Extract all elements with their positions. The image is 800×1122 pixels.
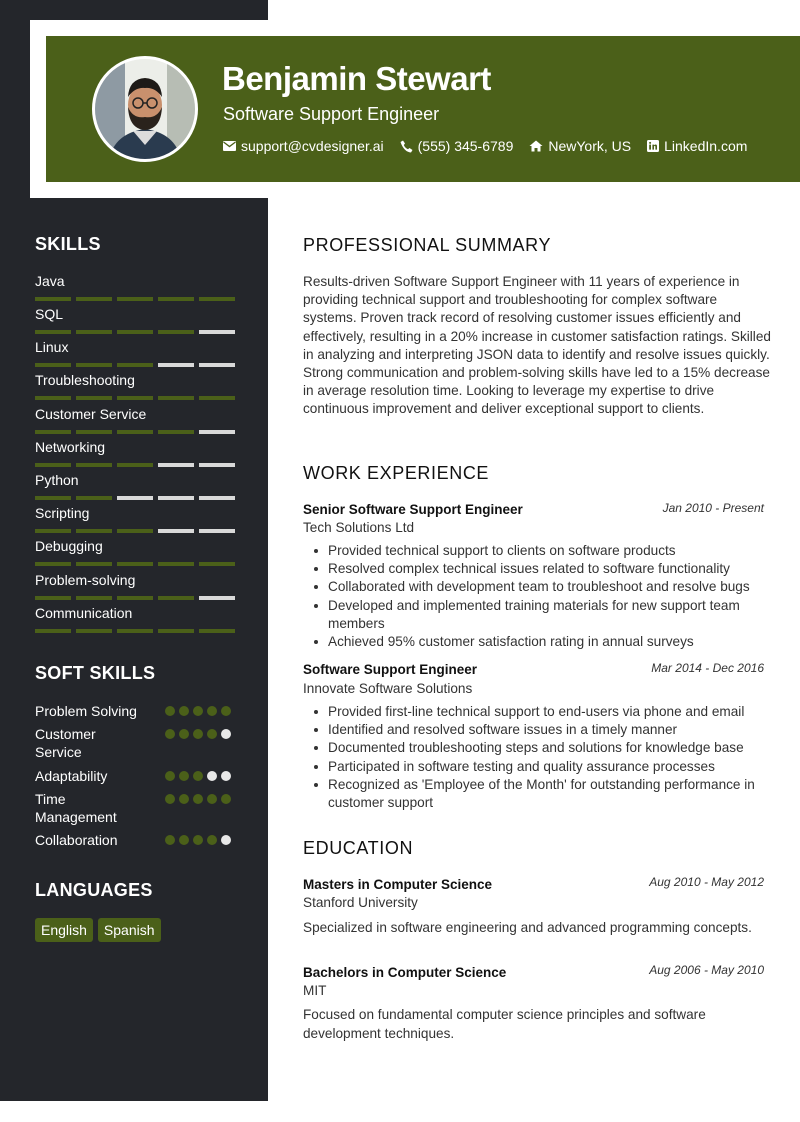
skill-level-segment — [117, 463, 153, 467]
skill-level-segment — [76, 430, 112, 434]
phone-icon — [400, 140, 413, 153]
rating-dot — [207, 794, 217, 804]
skill-level-segment — [35, 596, 71, 600]
soft-skill-item — [35, 767, 235, 785]
rating-dot — [179, 794, 189, 804]
job-bullet: Resolved complex technical issues related to software functionality — [310, 560, 770, 578]
skill-level-segment — [76, 629, 112, 633]
job-bullet: Participated in software testing and quality assurance processes — [310, 758, 770, 776]
skill-item — [35, 439, 235, 456]
rating-dot — [179, 771, 189, 781]
skill-level-segment — [158, 396, 194, 400]
skill-level-segment — [199, 596, 235, 600]
rating-dot — [165, 771, 175, 781]
soft-skill-rating — [165, 835, 231, 845]
skill-level-segment — [76, 330, 112, 334]
skill-name: Debugging — [35, 538, 103, 554]
soft-skill-item — [35, 725, 235, 761]
skill-item — [35, 406, 235, 423]
job-bullet: Recognized as 'Employee of the Month' for outstanding performance in customer support — [310, 776, 770, 812]
skill-level-segment — [158, 430, 194, 434]
degree-title: Bachelors in Computer Science — [303, 965, 507, 980]
skill-level-segment — [117, 529, 153, 533]
job-bullets — [310, 542, 770, 651]
rating-dot — [221, 771, 231, 781]
skill-level-segment — [35, 529, 71, 533]
job-bullet: Documented troubleshooting steps and solutions for knowledge base — [310, 739, 770, 757]
skill-level-bar — [35, 562, 235, 566]
contact-linkedin[interactable] — [647, 138, 747, 154]
degree-date: Aug 2006 - May 2010 — [649, 963, 764, 977]
skill-item — [35, 372, 235, 389]
school-name: MIT — [303, 983, 327, 998]
candidate-title: Software Support Engineer — [223, 104, 440, 124]
job-date: Jan 2010 - Present — [662, 501, 764, 515]
skill-level-segment — [158, 629, 194, 633]
skill-level-segment — [158, 596, 194, 600]
skill-level-segment — [35, 629, 71, 633]
contact-location-text: NewYork, US — [548, 138, 632, 154]
skill-level-segment — [35, 363, 71, 367]
candidate-name: Benjamin Stewart — [222, 60, 491, 97]
soft-skill-name: Time Management — [35, 791, 117, 825]
language-tag: English — [35, 918, 93, 942]
rating-dot — [165, 706, 175, 716]
soft-skill-name: Adaptability — [35, 768, 108, 784]
job-bullet: Collaborated with development team to troubleshoot and resolve bugs — [310, 578, 770, 596]
job-bullet: Provided technical support to clients on software products — [310, 542, 770, 560]
skill-level-segment — [158, 529, 194, 533]
skill-level-segment — [117, 430, 153, 434]
rating-dot — [221, 729, 231, 739]
skill-item — [35, 273, 235, 290]
skill-level-segment — [158, 562, 194, 566]
skill-level-segment — [35, 330, 71, 334]
skill-level-segment — [199, 629, 235, 633]
skill-level-segment — [117, 596, 153, 600]
rating-dot — [207, 729, 217, 739]
skill-level-bar — [35, 496, 235, 500]
skill-level-segment — [35, 496, 71, 500]
contact-phone[interactable] — [400, 138, 514, 154]
summary-heading: PROFESSIONAL SUMMARY — [303, 235, 552, 255]
degree-description: Focused on fundamental computer science principles and software development techniques. — [303, 1007, 706, 1041]
rating-dot — [165, 729, 175, 739]
job-company: Innovate Software Solutions — [303, 681, 473, 696]
contact-email-text: support@cvdesigner.ai — [241, 138, 384, 154]
skill-level-segment — [76, 363, 112, 367]
skill-level-bar — [35, 297, 235, 301]
rating-dot — [221, 706, 231, 716]
skill-item — [35, 472, 235, 489]
rating-dot — [221, 835, 231, 845]
soft-skill-name: Problem Solving — [35, 703, 137, 719]
soft-skill-rating — [165, 706, 231, 716]
avatar — [92, 56, 198, 162]
soft-skill-rating — [165, 794, 231, 804]
skill-level-segment — [117, 330, 153, 334]
degree-date: Aug 2010 - May 2012 — [649, 875, 764, 889]
skill-level-bar — [35, 330, 235, 334]
skill-level-segment — [35, 430, 71, 434]
rating-dot — [179, 706, 189, 716]
job-bullet: Identified and resolved software issues in a timely manner — [310, 721, 770, 739]
contact-phone-text: (555) 345-6789 — [417, 138, 514, 154]
skill-item — [35, 505, 235, 522]
avatar-portrait — [95, 59, 195, 159]
skill-item — [35, 605, 235, 622]
skill-name: SQL — [35, 306, 64, 322]
skill-level-segment — [76, 596, 112, 600]
skill-name: Troubleshooting — [35, 372, 135, 388]
skill-level-bar — [35, 596, 235, 600]
skill-level-segment — [199, 330, 235, 334]
degree-title: Masters in Computer Science — [303, 877, 493, 892]
skill-level-segment — [158, 496, 194, 500]
skill-level-segment — [199, 363, 235, 367]
skill-level-segment — [76, 496, 112, 500]
skill-name: Linux — [35, 339, 69, 355]
soft-skill-rating — [165, 729, 231, 739]
skill-level-segment — [76, 396, 112, 400]
soft-skills-heading: SOFT SKILLS — [35, 663, 156, 683]
job-title: Software Support Engineer — [303, 662, 478, 677]
rating-dot — [193, 729, 203, 739]
soft-skill-item — [35, 831, 235, 849]
skill-item — [35, 538, 235, 555]
skill-item — [35, 572, 235, 589]
skill-level-segment — [35, 396, 71, 400]
skill-level-bar — [35, 396, 235, 400]
job-date: Mar 2014 - Dec 2016 — [651, 661, 764, 675]
skill-item — [35, 339, 235, 356]
skill-level-bar — [35, 430, 235, 434]
skill-level-segment — [76, 562, 112, 566]
soft-skill-name: Customer Service — [35, 726, 96, 760]
skill-level-segment — [158, 330, 194, 334]
linkedin-icon — [647, 140, 659, 152]
skill-level-bar — [35, 629, 235, 633]
contact-list — [223, 138, 747, 154]
summary-text: Results-driven Software Support Engineer with 11 years of experience in providing technical support and troubleshooting for complex software systems. Proven track record of resolving customer issues efficiently and effectively, resulting in a 20% increase in customer satisfaction ratings. Skilled in analyzing and interpreting JSON data to identify and resolve issues quickly. Strong communication and problem-solving skills have led to a 15% decrease in average resolution time. Looking to leverage my expertise to drive continuous improvement and deliver exceptional support to clients. — [303, 274, 771, 417]
experience-heading: WORK EXPERIENCE — [303, 463, 490, 483]
skill-name: Scripting — [35, 505, 90, 521]
skill-level-bar — [35, 529, 235, 533]
job-bullet: Achieved 95% customer satisfaction rating in annual surveys — [310, 633, 770, 651]
skill-level-segment — [35, 297, 71, 301]
skill-level-segment — [117, 396, 153, 400]
language-tag: Spanish — [98, 918, 161, 942]
skill-level-segment — [199, 396, 235, 400]
skill-level-segment — [158, 463, 194, 467]
skill-level-segment — [199, 297, 235, 301]
soft-skill-rating — [165, 771, 231, 781]
job-bullet: Developed and implemented training materials for new support team members — [310, 597, 770, 633]
skill-level-segment — [199, 463, 235, 467]
skill-level-segment — [199, 562, 235, 566]
rating-dot — [179, 835, 189, 845]
skill-item — [35, 306, 235, 323]
job-company: Tech Solutions Ltd — [303, 520, 415, 535]
rating-dot — [193, 794, 203, 804]
rating-dot — [193, 706, 203, 716]
job-title: Senior Software Support Engineer — [303, 502, 523, 517]
rating-dot — [207, 771, 217, 781]
skill-level-segment — [117, 363, 153, 367]
language-list — [35, 918, 161, 942]
school-name: Stanford University — [303, 895, 418, 910]
soft-skill-item — [35, 790, 235, 826]
skill-name: Communication — [35, 605, 133, 621]
contact-location — [529, 138, 631, 154]
rating-dot — [221, 794, 231, 804]
skill-name: Customer Service — [35, 406, 147, 422]
skill-level-segment — [35, 562, 71, 566]
home-icon — [529, 140, 543, 152]
skill-level-segment — [76, 463, 112, 467]
education-heading: EDUCATION — [303, 838, 414, 858]
rating-dot — [165, 835, 175, 845]
job-bullets — [310, 703, 770, 812]
skill-level-segment — [199, 430, 235, 434]
skill-level-segment — [35, 463, 71, 467]
soft-skill-name: Collaboration — [35, 832, 118, 848]
rating-dot — [207, 706, 217, 716]
skill-level-segment — [199, 529, 235, 533]
skill-level-segment — [117, 297, 153, 301]
skill-level-segment — [158, 297, 194, 301]
rating-dot — [193, 771, 203, 781]
skill-level-segment — [76, 529, 112, 533]
rating-dot — [165, 794, 175, 804]
skill-level-bar — [35, 363, 235, 367]
contact-linkedin-text: LinkedIn.com — [664, 138, 748, 154]
contact-email[interactable] — [223, 138, 384, 154]
skill-name: Networking — [35, 439, 106, 455]
skill-level-segment — [117, 629, 153, 633]
skill-name: Java — [35, 273, 65, 289]
envelope-icon — [223, 141, 236, 151]
job-bullet: Provided first-line technical support to end-users via phone and email — [310, 703, 770, 721]
degree-description: Specialized in software engineering and advanced programming concepts. — [303, 920, 752, 935]
soft-skill-item — [35, 702, 235, 720]
skill-name: Python — [35, 472, 79, 488]
skill-name: Problem-solving — [35, 572, 136, 588]
skill-level-segment — [158, 363, 194, 367]
rating-dot — [179, 729, 189, 739]
skills-heading: SKILLS — [35, 234, 101, 254]
skill-level-segment — [199, 496, 235, 500]
skill-level-segment — [117, 496, 153, 500]
skill-level-bar — [35, 463, 235, 467]
languages-heading: LANGUAGES — [35, 880, 153, 900]
rating-dot — [193, 835, 203, 845]
rating-dot — [207, 835, 217, 845]
skill-level-segment — [117, 562, 153, 566]
skill-level-segment — [76, 297, 112, 301]
